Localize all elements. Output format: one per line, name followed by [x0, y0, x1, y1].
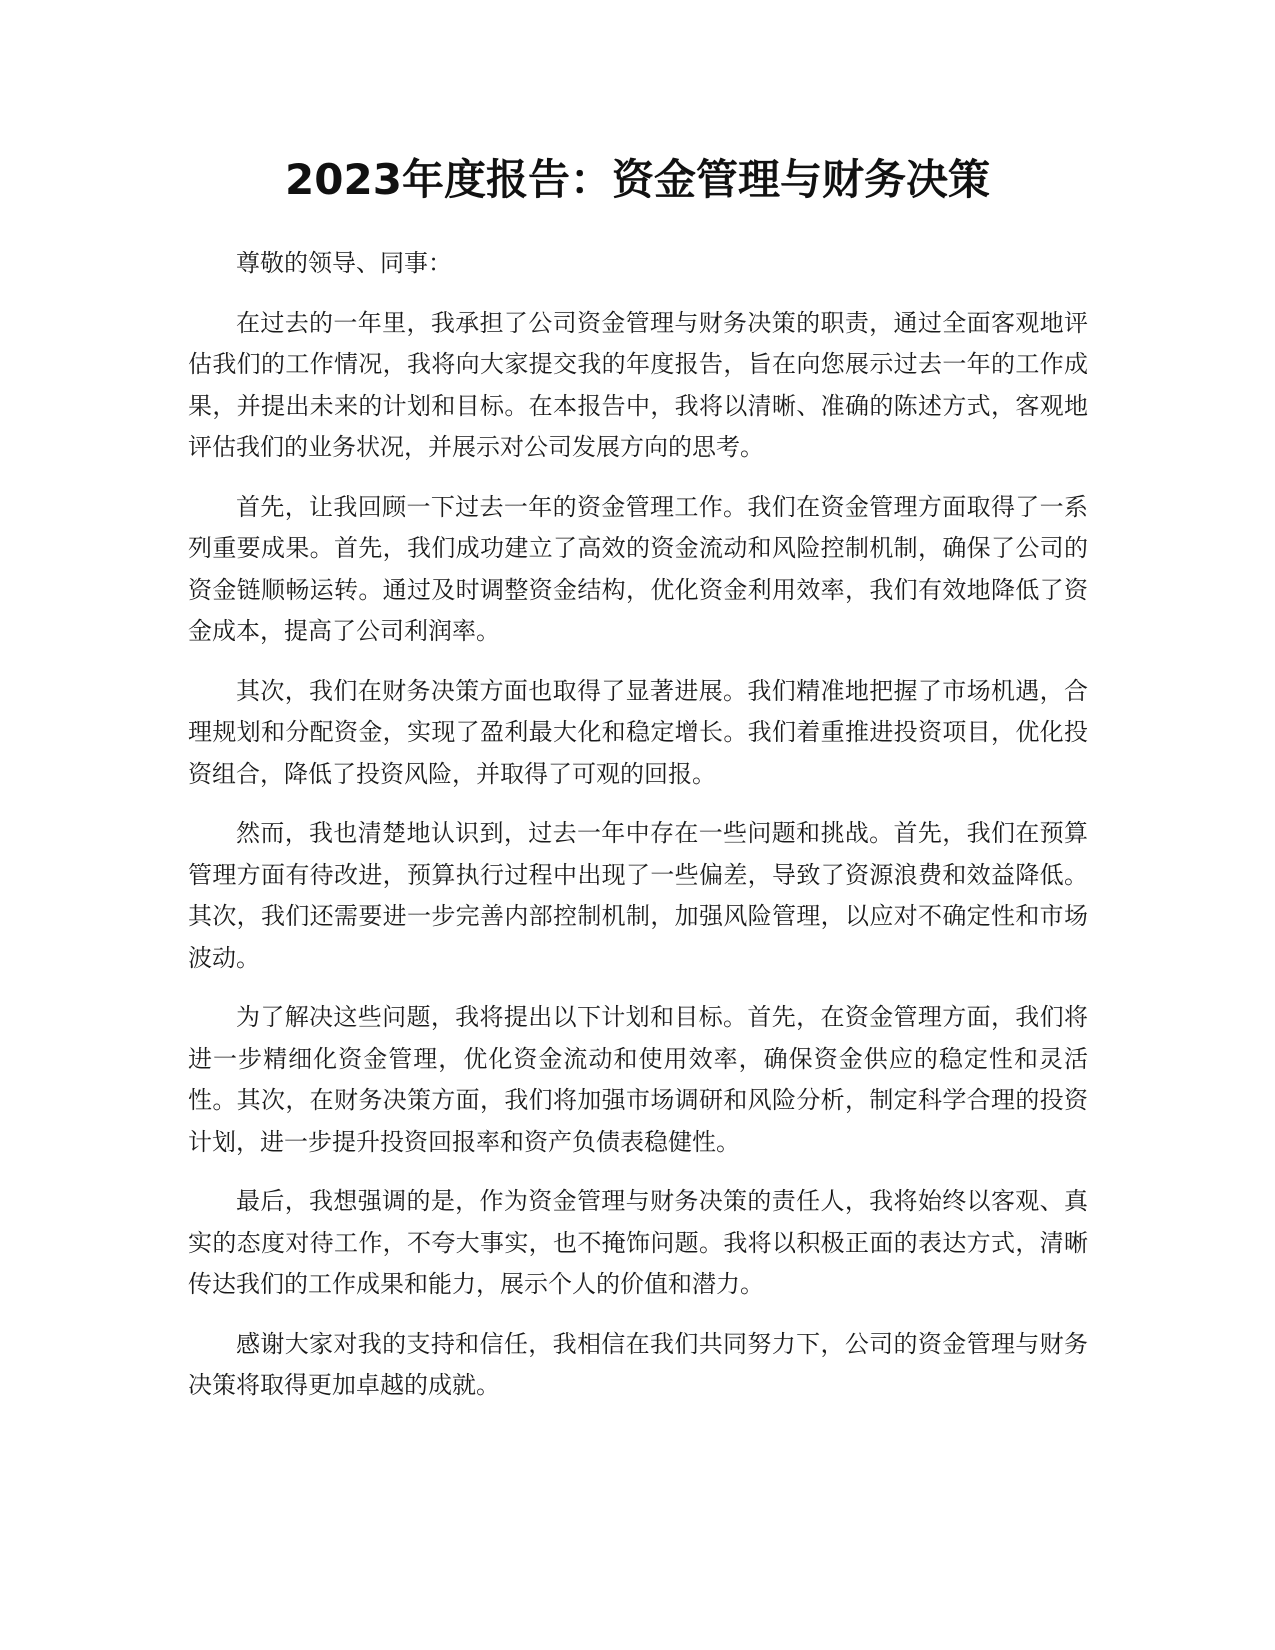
paragraph-4: 然而，我也清楚地认识到，过去一年中存在一些问题和挑战。首先，我们在预算管理方面有待改进，预算执行过程中出现了一些偏差，导致了资源浪费和效益降低。其次，我们还需要进一步完善内部控制机制，加强风险管理，以应对不确定性和市场波动。 [188, 819, 1088, 972]
paragraph-2: 首先，让我回顾一下过去一年的资金管理工作。我们在资金管理方面取得了一系列重要成果。首先，我们成功建立了高效的资金流动和风险控制机制，确保了公司的资金链顺畅运转。通过及时调整资金结构，优化资金利用效率，我们有效地降低了资金成本，提高了公司利润率。 [188, 492, 1088, 645]
paragraph-3: 其次，我们在财务决策方面也取得了显著进展。我们精准地把握了市场机遇，合理规划和分配资金，实现了盈利最大化和稳定增长。我们着重推进投资项目，优化投资组合，降低了投资风险，并取得了可观的回报。 [188, 676, 1088, 788]
document-title: 2023年度报告：资金管理与财务决策 [285, 155, 990, 204]
salutation: 尊敬的领导、同事： [236, 249, 452, 277]
paragraph-7: 感谢大家对我的支持和信任，我相信在我们共同努力下，公司的资金管理与财务决策将取得更加卓越的成就。 [188, 1329, 1088, 1399]
paragraph-1: 在过去的一年里，我承担了公司资金管理与财务决策的职责，通过全面客观地评估我们的工作情况，我将向大家提交我的年度报告，旨在向您展示过去一年的工作成果，并提出未来的计划和目标。在本报告中，我将以清晰、准确的陈述方式，客观地评估我们的业务状况，并展示对公司发展方向的思考。 [188, 308, 1088, 461]
paragraph-6: 最后，我想强调的是，作为资金管理与财务决策的责任人，我将始终以客观、真实的态度对待工作，不夸大事实，也不掩饰问题。我将以积极正面的表达方式，清晰传达我们的工作成果和能力，展示个人的价值和潜力。 [188, 1187, 1088, 1298]
paragraph-5: 为了解决这些问题，我将提出以下计划和目标。首先，在资金管理方面，我们将进一步精细化资金管理，优化资金流动和使用效率，确保资金供应的稳定性和灵活性。其次，在财务决策方面，我们将加强市场调研和风险分析，制定科学合理的投资计划，进一步提升投资回报率和资产负债表稳健性。 [188, 1003, 1088, 1156]
document-body [188, 243, 1088, 1425]
